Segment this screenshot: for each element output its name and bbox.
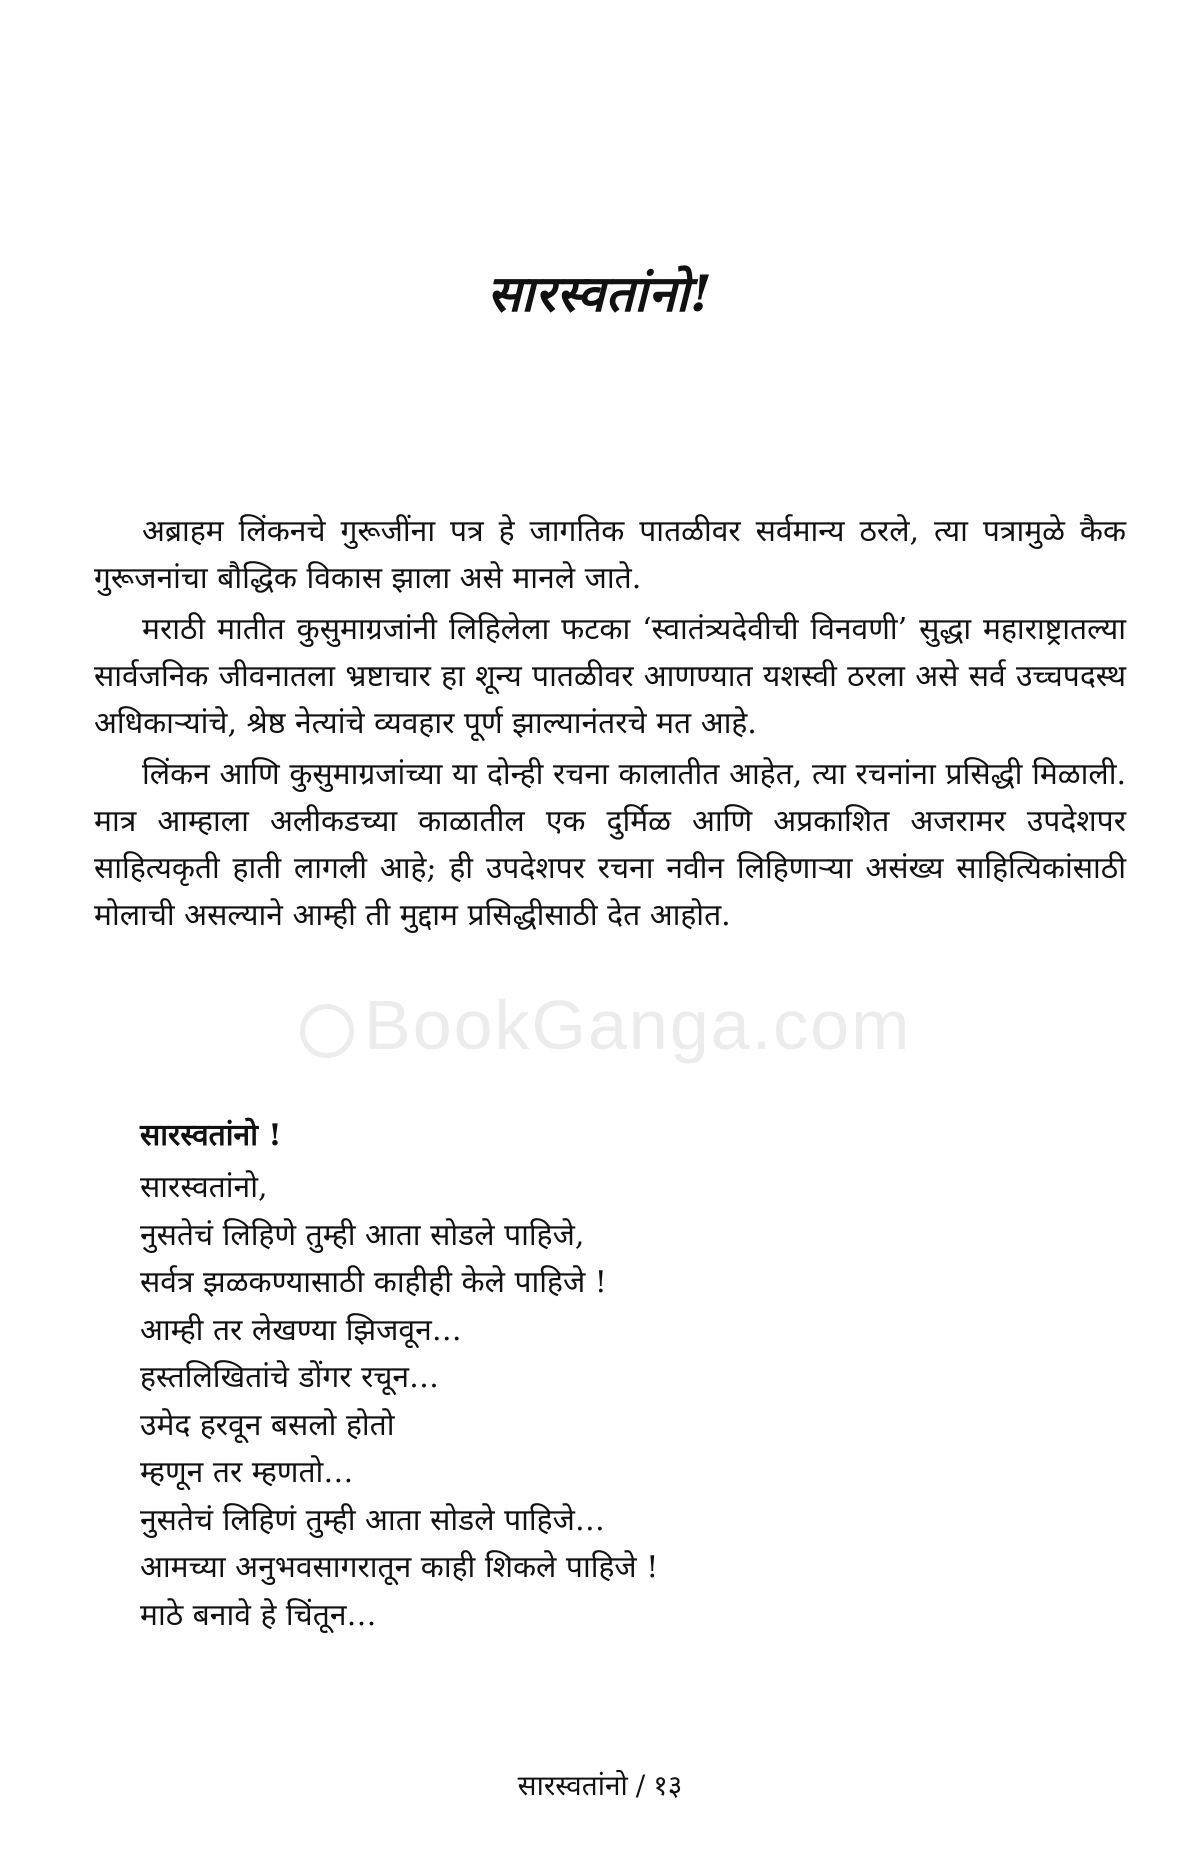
intro-prose bbox=[94, 508, 1126, 943]
poem-line: सारस्वतांनो, bbox=[140, 1170, 268, 1205]
paragraph-3: लिंकन आणि कुसुमाग्रजांच्या या दोन्ही रचना कालातीत आहेत, त्या रचनांना प्रसिद्धी मिळाली. मात्र आम्हाला अलीकडच्या काळातील एक दुर्मिळ आणि अप्रकाशित अजरामर उपदेशपर साहित्यकृती हाती लागली आहे; ही उपदेशपर रचना नवीन लिहिणाऱ्या असंख्य साहित्यिकांसाठी मोलाची असल्याने आम्ही ती मुद्दाम प्रसिद्धीसाठी देत आहोत. bbox=[94, 757, 1126, 933]
watermark bbox=[300, 985, 911, 1065]
poem-line: सर्वत्र झळकण्यासाठी काहीही केले पाहिजे ! bbox=[140, 1265, 607, 1300]
poem-line: आम्ही तर लेखण्या झिजवून… bbox=[140, 1312, 462, 1348]
poem-line: माठे बनावे हे चिंतून… bbox=[140, 1597, 377, 1633]
poem-line: उमेद हरवून बसलो होतो bbox=[140, 1407, 395, 1443]
page-footer bbox=[0, 1766, 1200, 1804]
watermark-text: BookGanga.com bbox=[364, 986, 912, 1064]
poem-line: म्हणून तर म्हणतो… bbox=[140, 1455, 354, 1490]
watermark-logo-icon bbox=[300, 1004, 354, 1058]
poem-line: नुसतेचं लिहिणं तुम्ही आता सोडले पाहिजे… bbox=[140, 1502, 605, 1538]
poem-line: आमच्या अनुभवसागरातून काही शिकले पाहिजे ! bbox=[140, 1550, 659, 1585]
page-number: १३ bbox=[653, 1769, 683, 1802]
poem-line: नुसतेचं लिहिणे तुम्ही आता सोडले पाहिजे, bbox=[140, 1217, 585, 1253]
poem-title: सारस्वतांनो ! bbox=[140, 1118, 282, 1153]
footer-separator: / bbox=[635, 1769, 646, 1802]
paragraph-2: मराठी मातीत कुसुमाग्रजांनी लिहिलेला फटका ‘स्वातंत्र्यदेवीची विनवणी’ सुद्धा महाराष्ट्रातल्या सार्वजनिक जीवनातला भ्रष्टाचार हा शून्य पातळीवर आणण्यात यशस्वी ठरला असे सर्व उच्चपदस्थ अधिकाऱ्यांचे, श्रेष्ठ नेत्यांचे व्यवहार पूर्ण झाल्यानंतरचे मत आहे. bbox=[94, 612, 1126, 741]
chapter-title: सारस्वतांनो! bbox=[487, 264, 713, 323]
poem-line: हस्तलिखितांचे डोंगर रचून… bbox=[140, 1360, 440, 1395]
poem bbox=[140, 1112, 1120, 1639]
running-title: सारस्वतांनो bbox=[517, 1769, 628, 1802]
paragraph-1: अब्राहम लिंकनचे गुरूजींना पत्र हे जागतिक पातळीवर सर्वमान्य ठरले, त्या पत्रामुळे कैक गुरूजनांचा बौद्धिक विकास झाला असे मानले जाते. bbox=[94, 514, 1126, 596]
